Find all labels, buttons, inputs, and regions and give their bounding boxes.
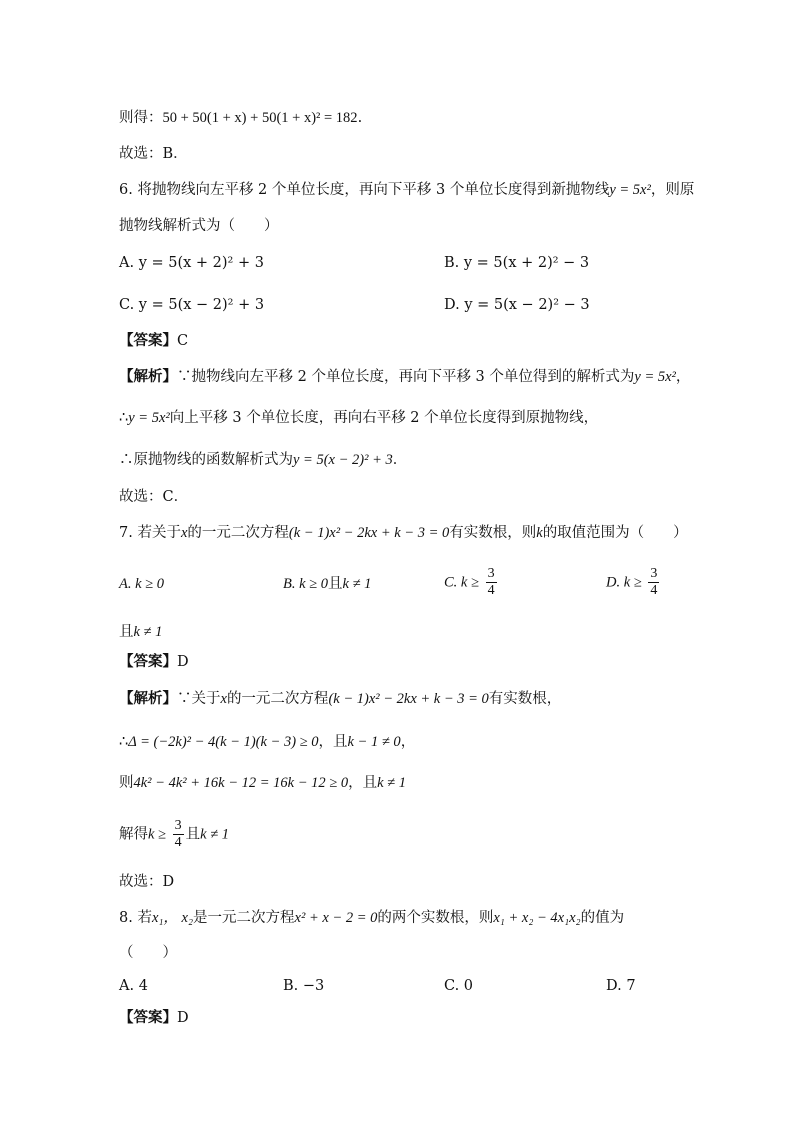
- math: y = 5(x − 2)² + 3: [293, 452, 393, 468]
- text: 的一元二次方程: [226, 691, 329, 707]
- frac-den: 4: [174, 835, 182, 850]
- fraction-three-quarters: [173, 818, 184, 851]
- text: ，且: [348, 775, 378, 791]
- q7-stem-line1: [119, 523, 688, 543]
- text: .: [357, 110, 363, 126]
- text: 有实数根，则: [449, 525, 537, 541]
- math: x: [180, 525, 188, 541]
- q7-option-b: [283, 574, 371, 594]
- q7-option-a: A. k ≥ 0: [119, 576, 165, 592]
- q6-analysis-line2: [119, 408, 598, 428]
- text: ，: [400, 734, 416, 750]
- q7-option-c: [444, 566, 499, 599]
- q6-stem-line1: [119, 180, 694, 200]
- math: D. k ≥: [606, 574, 642, 591]
- fraction-three-quarters: [648, 566, 659, 599]
- math: y = 5x²: [634, 369, 676, 385]
- answer-value: D: [177, 1010, 189, 1026]
- q8-stem-line2: （ ）: [119, 945, 177, 961]
- fraction-three-quarters: [486, 566, 497, 599]
- q7-option-d-cont: [119, 622, 162, 642]
- text: ，则原: [650, 182, 695, 198]
- q8-option-c: C. 0: [444, 978, 474, 994]
- q7-option-d: [606, 566, 661, 599]
- text: 的取值范围为（ ）: [542, 525, 688, 541]
- analysis-tag: 【解析】: [119, 368, 177, 385]
- text: 的一元二次方程: [187, 525, 289, 541]
- text: 则得：: [119, 110, 163, 126]
- text: ∴: [119, 734, 129, 750]
- analysis-tag: 【解析】: [119, 690, 177, 707]
- text: 8. 若: [119, 910, 152, 926]
- math: k ≠ 1: [342, 576, 372, 592]
- frac-den: 4: [487, 583, 495, 598]
- q7-analysis-line3: [119, 773, 406, 793]
- text: 且: [185, 826, 201, 843]
- math-result: 50 + 50(1 + x) + 50(1 + x)² = 182: [162, 110, 358, 126]
- math: y = 5x²: [128, 410, 170, 426]
- math: k ≥: [148, 826, 167, 843]
- text: ∵抛物线向左平移 2 个单位长度，再向下平移 3 个单位得到的解析式为: [177, 369, 635, 385]
- q6-stem-line2: 抛物线解析式为（ ）: [119, 218, 279, 234]
- text: ．: [392, 452, 408, 468]
- line-result: [119, 108, 362, 128]
- frac-num: 3: [174, 818, 182, 833]
- text: 向上平移 3 个单位长度，再向右平移 2 个单位长度得到原抛物线，: [169, 410, 599, 426]
- q6-option-b: B. y = 5(x + 2)² − 3: [444, 255, 590, 271]
- answer-value: C: [177, 333, 189, 349]
- math: x: [220, 691, 227, 707]
- q6-option-d: D. y = 5(x − 2)² − 3: [444, 297, 590, 313]
- math-new-parabola: y = 5x²: [609, 182, 651, 198]
- math: x₁ + x₂ − 4x₁x₂: [493, 910, 581, 926]
- math: k: [536, 525, 543, 541]
- math-equation: (k − 1)x² − 2kx + k − 3 = 0: [288, 525, 450, 541]
- math-equation: (k − 1)x² − 2kx + k − 3 = 0: [328, 691, 489, 707]
- text: 的值为: [580, 910, 625, 926]
- q8-option-a: A. 4: [119, 978, 148, 994]
- answer-value: D: [177, 654, 189, 670]
- q6-select: 故选：C．: [119, 489, 189, 505]
- text: ，: [675, 369, 691, 385]
- text: ∴原抛物线的函数解析式为: [119, 452, 293, 468]
- text: 7. 若关于: [119, 525, 181, 541]
- text: ，且: [318, 734, 348, 750]
- text: 且: [328, 576, 343, 592]
- math: k ≠ 1: [133, 624, 163, 640]
- math-discriminant: Δ = (−2k)² − 4(k − 1)(k − 3) ≥ 0: [128, 734, 319, 750]
- q7-analysis-line1: [119, 689, 561, 709]
- q8-answer: [119, 1008, 189, 1028]
- answer-tag: 【答案】: [119, 1009, 177, 1026]
- q7-answer: [119, 652, 189, 672]
- q7-select: 故选：D: [119, 874, 175, 890]
- text: 有实数根，: [488, 691, 562, 707]
- frac-den: 4: [650, 583, 658, 598]
- line-select-b: 故选：B．: [119, 146, 188, 162]
- math-equation: x² + x − 2 = 0: [294, 910, 378, 926]
- text: ∵关于: [177, 691, 221, 707]
- answer-tag: 【答案】: [119, 653, 177, 670]
- q8-option-d: D. 7: [606, 978, 636, 994]
- math: k − 1 ≠ 0: [347, 734, 401, 750]
- math: k ≠ 1: [200, 826, 230, 843]
- math: k ≠ 1: [377, 775, 406, 791]
- frac-num: 3: [487, 566, 495, 581]
- q7-analysis-line2: [119, 732, 415, 752]
- q8-option-b: B. −3: [283, 978, 325, 994]
- text: 解得: [119, 826, 148, 843]
- text: 则: [119, 775, 134, 791]
- math: C. k ≥: [444, 574, 479, 591]
- text: 且: [119, 624, 134, 640]
- q6-option-a: A. y = 5(x + 2)² + 3: [119, 255, 264, 271]
- q6-analysis-line3: [119, 450, 407, 470]
- math: x₁， x₂: [151, 910, 194, 926]
- math: B. k ≥ 0: [283, 576, 329, 592]
- frac-num: 3: [650, 566, 658, 581]
- q6-option-c: C. y = 5(x − 2)² + 3: [119, 297, 265, 313]
- text: ∴: [119, 410, 129, 426]
- q6-analysis-line1: [119, 367, 690, 387]
- q6-answer: [119, 331, 188, 351]
- q7-analysis-line4: [119, 818, 229, 851]
- q8-stem-line1: [119, 908, 624, 928]
- answer-tag: 【答案】: [119, 332, 177, 349]
- math: 4k² − 4k² + 16k − 12 = 16k − 12 ≥ 0: [133, 775, 349, 791]
- text: 6. 将抛物线向左平移 2 个单位长度，再向下平移 3 个单位长度得到新抛物线: [119, 182, 610, 198]
- text: 的两个实数根，则: [377, 910, 494, 926]
- text: 是一元二次方程: [193, 910, 295, 926]
